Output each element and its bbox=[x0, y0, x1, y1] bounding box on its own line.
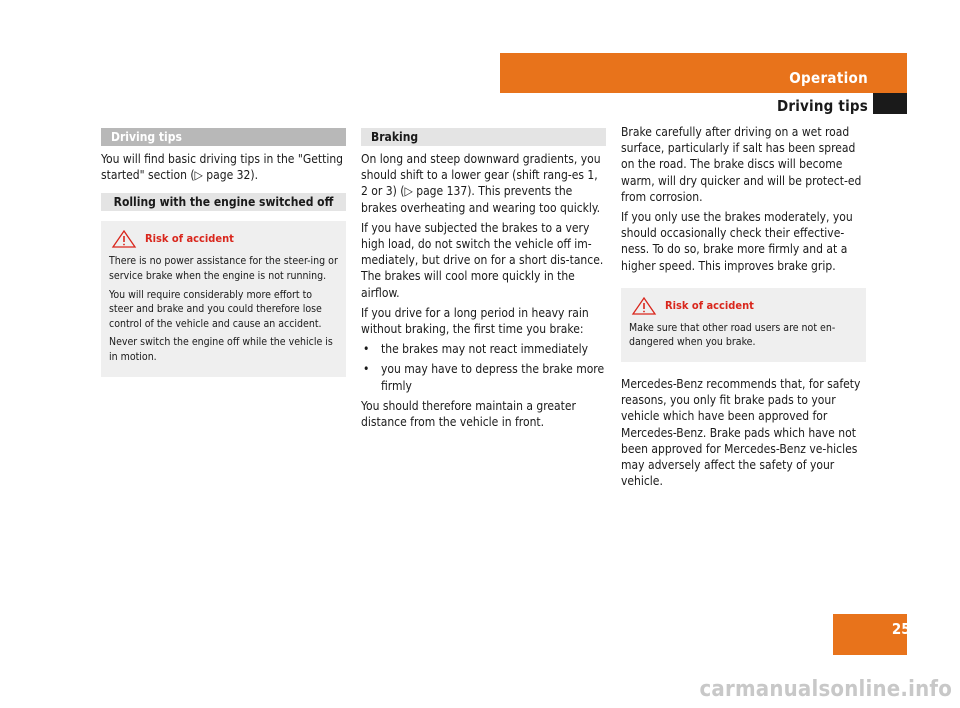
section-tab-marker bbox=[873, 93, 907, 114]
column-left bbox=[101, 128, 346, 377]
warning-triangle-icon bbox=[631, 297, 657, 315]
watermark: carmanualsonline.info bbox=[699, 677, 952, 702]
driving-tips-heading: Driving tips bbox=[101, 128, 346, 146]
braking-paragraph: On long and steep downward gradients, you should shift to a lower gear (shift rang-es 1, 2 or 3) (▷ page 137). This prevents the brakes overheating and wearing too quickly. bbox=[361, 152, 601, 215]
warning-box-road-users bbox=[621, 288, 866, 362]
list-item-text: you may have to depress the brake more firmly bbox=[381, 362, 605, 393]
braking-paragraph: If you only use the brakes moderately, you should occasionally check their effective-ness. To do so, brake more firmly and at a higher speed. This improves brake grip. bbox=[621, 210, 853, 273]
warning-header bbox=[109, 230, 338, 248]
warning-triangle-icon bbox=[111, 230, 137, 248]
brake-pads-paragraph: Mercedes-Benz recommends that, for safety reasons, you only fit brake pads to your vehicle which have been approved for Mercedes-Benz. Brake pads which have not been approved for Mercedes-Benz ve-hicles may adversely affect the safety of your vehicle. bbox=[621, 377, 861, 489]
rolling-engine-off-heading: Rolling with the engine switched off bbox=[101, 193, 346, 211]
braking-paragraph: You should therefore maintain a greater distance from the vehicle in front. bbox=[361, 398, 576, 430]
braking-paragraph: If you drive for a long period in heavy rain without braking, the first time you brake: bbox=[361, 305, 589, 337]
bullet-icon: • bbox=[363, 342, 370, 357]
braking-bullet-list bbox=[361, 341, 606, 394]
section-title: Operation bbox=[789, 69, 868, 87]
list-item bbox=[361, 341, 606, 357]
column-right bbox=[621, 124, 866, 493]
subsection-title: Driving tips bbox=[776, 97, 868, 115]
list-item bbox=[361, 361, 606, 393]
warning-paragraph: Never switch the engine off while the vehicle is in motion. bbox=[109, 336, 333, 363]
warning-box-engine-off bbox=[101, 221, 346, 376]
warning-title: Risk of accident bbox=[145, 232, 234, 246]
list-item-text: the brakes may not react immediately bbox=[381, 342, 589, 357]
driving-tips-intro: You will find basic driving tips in the "Getting started" section (▷ page 32). bbox=[101, 152, 344, 183]
braking-paragraph: If you have subjected the brakes to a very high load, do not switch the vehicle off im-mediately, but drive on for a short dis-tance. The brakes will cool more quickly in the airflow. bbox=[361, 220, 604, 300]
warning-paragraph: Make sure that other road users are not en-dangered when you brake. bbox=[629, 321, 836, 349]
warning-paragraph: There is no power assistance for the steer-ing or service brake when the engine is not running. bbox=[109, 255, 338, 282]
page-number: 255 bbox=[891, 620, 920, 638]
braking-heading: Braking bbox=[361, 128, 606, 146]
bullet-icon: • bbox=[363, 362, 370, 377]
column-middle bbox=[361, 128, 606, 434]
braking-paragraph: Brake carefully after driving on a wet road surface, particularly if salt has been spread on the road. The brake discs will become warm, will dry quicker and will be protect-ed from corrosion. bbox=[621, 125, 862, 204]
warning-paragraph: You will require considerably more effort to steer and brake and you could therefore lose control of the vehicle and cause an accident. bbox=[109, 288, 322, 330]
warning-title: Risk of accident bbox=[665, 298, 754, 312]
warning-header bbox=[629, 297, 858, 315]
